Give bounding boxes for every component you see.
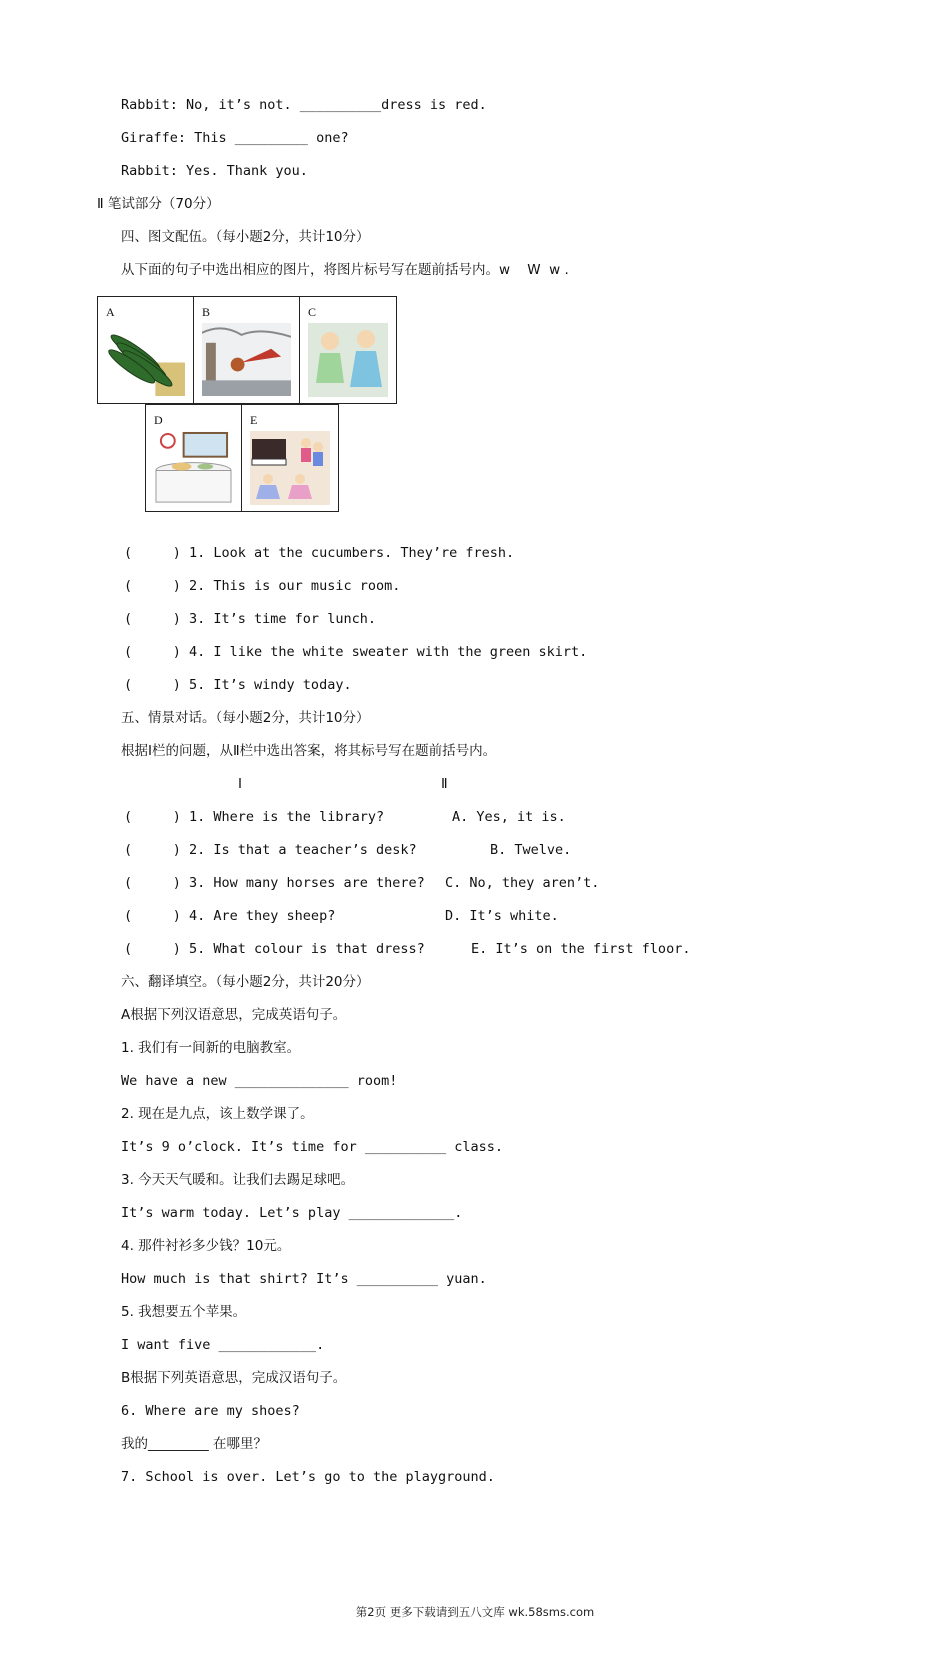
part6-line-8: How much is that shirt? It’s __________ yuan. [121, 1271, 487, 1287]
part5-answer-c: C. No, they aren’t. [445, 875, 600, 891]
part6-line-10: I want five ____________. [121, 1337, 325, 1353]
part6-line-1: 1. 我们有一间新的电脑教室。 [121, 1040, 301, 1056]
part6-sub-b: B根据下列英语意思，完成汉语句子。 [121, 1370, 347, 1386]
music-room-icon [250, 431, 330, 505]
girls-clothes-icon [308, 323, 388, 397]
part6-line-3: 2. 现在是九点，该上数学课了。 [121, 1106, 314, 1122]
part6-sub-a: A根据下列汉语意思，完成英语句子。 [121, 1007, 347, 1023]
part4-item-5: ( ) 5. It’s windy today. [124, 677, 352, 693]
part5-title: 五、情景对话。（每小题2分，共计10分） [121, 710, 370, 726]
picture-b-label: B [202, 305, 211, 319]
part6-line-7: 4. 那件衬衫多少钱？10元。 [121, 1238, 291, 1254]
part5-answer-d: D. It’s white. [445, 908, 559, 924]
picture-c [299, 296, 397, 404]
picture-b [193, 296, 300, 404]
picture-a-label: A [106, 305, 115, 319]
part5-question-2: ( ) 2. Is that a teacher’s desk? [124, 842, 417, 858]
cucumbers-icon [106, 323, 185, 396]
picture-e [241, 404, 339, 512]
picture-c-label: C [308, 305, 317, 319]
part5-question-1: ( ) 1. Where is the library? [124, 809, 385, 825]
part5-answer-e: E. It’s on the first floor. [471, 941, 691, 957]
part5-answer-a: A. Yes, it is. [452, 809, 566, 825]
part5-question-3: ( ) 3. How many horses are there? [124, 875, 425, 891]
dialogue-line-2: Giraffe: This _________ one? [121, 130, 349, 146]
section2-title: Ⅱ 笔试部分（70分） [97, 196, 220, 212]
part4-item-4: ( ) 4. I like the white sweater with the green skirt. [124, 644, 588, 660]
part6-line-2: We have a new ______________ room! [121, 1073, 398, 1089]
picture-d-label: D [154, 413, 163, 427]
part5-instruction: 根据Ⅰ栏的问题，从Ⅱ栏中选出答案，将其标号写在题前括号内。 [121, 743, 497, 759]
part6-line-5: 3. 今天天气暖和。让我们去踢足球吧。 [121, 1172, 355, 1188]
part5-question-5: ( ) 5. What colour is that dress? [124, 941, 425, 957]
part4-instruction: 从下面的句子中选出相应的图片，将图片标号写在题前括号内。w W w . [121, 262, 569, 278]
part5-col2-header: Ⅱ [441, 776, 448, 792]
part4-item-3: ( ) 3. It’s time for lunch. [124, 611, 376, 627]
part4-item-2: ( ) 2. This is our music room. [124, 578, 401, 594]
picture-d [145, 404, 242, 512]
windy-day-icon [202, 323, 291, 396]
page-footer: 第2页 更多下载请到五八文库 wk.58sms.com [355, 1605, 595, 1619]
part6-line-b2: 我的_________ 在哪里？ [121, 1436, 268, 1452]
dialogue-line-3: Rabbit: Yes. Thank you. [121, 163, 308, 179]
picture-e-label: E [250, 413, 258, 427]
part5-question-4: ( ) 4. Are they sheep? [124, 908, 336, 924]
dialogue-line-1: Rabbit: No, it’s not. __________dress is red. [121, 97, 487, 113]
part6-title: 六、翻译填空。（每小题2分，共计20分） [121, 974, 370, 990]
part6-line-b1: 6. Where are my shoes? [121, 1403, 300, 1419]
part6-line-b3: 7. School is over. Let’s go to the playground. [121, 1469, 495, 1485]
part6-line-9: 5. 我想要五个苹果。 [121, 1304, 247, 1320]
part6-line-4: It’s 9 o’clock. It’s time for __________ class. [121, 1139, 504, 1155]
part4-title: 四、图文配伍。（每小题2分，共计10分） [121, 229, 370, 245]
part5-col1-header: Ⅰ [238, 776, 242, 792]
part6-line-6: It’s warm today. Let’s play _____________. [121, 1205, 463, 1221]
part4-item-1: ( ) 1. Look at the cucumbers. They’re fresh. [124, 545, 515, 561]
part5-answer-b: B. Twelve. [490, 842, 572, 858]
lunch-table-icon [154, 431, 233, 504]
picture-a [97, 296, 194, 404]
